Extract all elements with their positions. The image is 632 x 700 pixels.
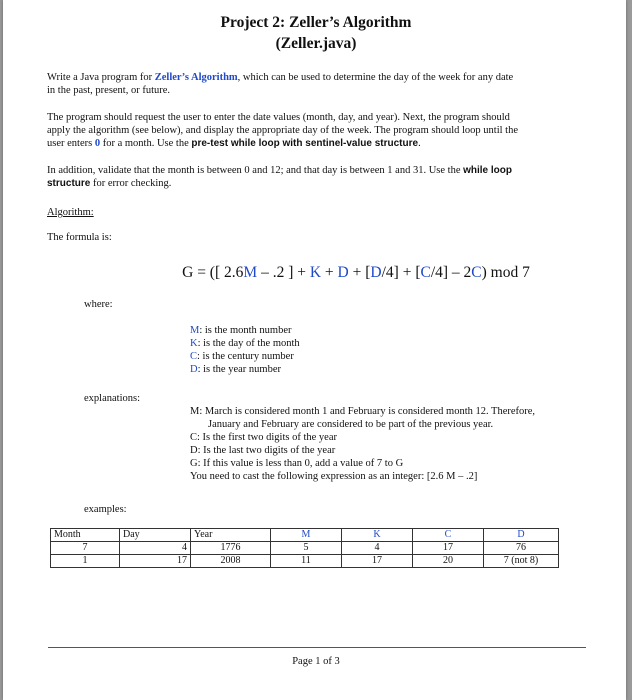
table-cell: 1776 <box>191 542 271 555</box>
page-title: Project 2: Zeller’s Algorithm <box>220 14 412 31</box>
table-cell: 5 <box>271 542 342 555</box>
definition-symbol: M <box>190 325 200 336</box>
requirements-paragraph <box>47 111 587 150</box>
table-row <box>51 555 559 568</box>
explanation-line: M: March is considered month 1 and February is considered month 12. Therefore, <box>190 406 536 417</box>
page-number: Page 1 of 3 <box>292 656 340 667</box>
table-cell: 2008 <box>191 555 271 568</box>
explanation-line: You need to cast the following expression as an integer: [2.6 M – .2] <box>190 471 478 482</box>
formula-part: – .2 ] + <box>257 264 310 281</box>
sentinel-zero: 0 <box>94 138 101 149</box>
requirements-line3b: for a month. Use the <box>100 138 192 149</box>
validation-text-a: In addition, validate that the month is between 0 and 12; and that day is between 1 and 31. Use the <box>47 165 464 176</box>
table-cell: 1 <box>51 555 120 568</box>
examples-label: examples: <box>84 504 127 515</box>
explanations-label: explanations: <box>84 393 140 404</box>
definition-text: : is the month number <box>199 325 292 336</box>
formula-m: M <box>243 264 258 281</box>
explanation-line: G: If this value is less than 0, add a value of 7 to G <box>190 458 404 469</box>
header-c: C <box>413 529 484 542</box>
table-header-row <box>51 529 559 542</box>
formula-part: ) mod 7 <box>481 264 530 281</box>
formula-c: C <box>420 264 431 281</box>
table-cell: 17 <box>120 555 191 568</box>
validation-text-d: for error checking. <box>90 178 172 189</box>
formula-d: D <box>337 264 349 281</box>
definition-text: : is the century number <box>197 351 294 362</box>
formula-d: D <box>370 264 382 281</box>
definition-symbol: C <box>190 351 198 362</box>
definition-c <box>190 350 300 363</box>
loop-structure-term: pre-test while loop with sentinel-value structure <box>191 138 419 149</box>
zeller-formula <box>0 264 632 282</box>
explanation-line: C: Is the first two digits of the year <box>190 432 337 443</box>
table-cell: 4 <box>120 542 191 555</box>
structure-term: structure <box>47 178 91 189</box>
requirements-line3a: user enters <box>47 138 95 149</box>
definition-text: : is the year number <box>197 364 281 375</box>
definition-k <box>190 337 300 350</box>
header-d: D <box>484 529 559 542</box>
explanation-line: January and February are considered to be part of the previous year. <box>208 419 494 430</box>
while-loop-term: while loop <box>463 165 512 176</box>
intro-text-a: Write a Java program for <box>47 72 155 83</box>
formula-part: /4] – 2 <box>430 264 472 281</box>
formula-part: + <box>321 264 338 281</box>
definition-symbol: D <box>190 364 198 375</box>
table-cell: 7 <box>51 542 120 555</box>
formula-c: C <box>471 264 482 281</box>
explanation-line: D: Is the last two digits of the year <box>190 445 336 456</box>
definitions-list <box>190 324 300 376</box>
header-m: M <box>271 529 342 542</box>
document-page <box>3 0 626 700</box>
table-row <box>51 542 559 555</box>
table-cell: 11 <box>271 555 342 568</box>
table-cell: 76 <box>484 542 559 555</box>
definition-symbol: K <box>190 338 198 349</box>
table-cell: 7 (not 8) <box>484 555 559 568</box>
header-k: K <box>342 529 413 542</box>
where-label: where: <box>84 299 113 310</box>
definition-d <box>190 363 300 376</box>
examples-table <box>50 528 559 568</box>
definition-text: : is the day of the month <box>197 338 300 349</box>
algorithm-heading: Algorithm: <box>47 207 94 218</box>
formula-intro: The formula is: <box>47 232 112 243</box>
intro-paragraph <box>47 71 587 97</box>
table-cell: 20 <box>413 555 484 568</box>
requirements-line2: apply the algorithm (see below), and display the appropriate day of the week. The program should loop until the <box>47 125 519 136</box>
validation-paragraph <box>47 164 587 190</box>
intro-text-c: , which can be used to determine the day of the week for any date <box>237 72 514 83</box>
requirements-line1: The program should request the user to enter the date values (month, day, and year). Next, the program should <box>47 112 510 123</box>
requirements-line3d: . <box>418 138 421 149</box>
table-cell: 4 <box>342 542 413 555</box>
formula-k: K <box>309 264 322 281</box>
page-subtitle: (Zeller.java) <box>275 35 357 52</box>
formula-part: + [ <box>348 264 371 281</box>
table-cell: 17 <box>342 555 413 568</box>
footer-divider <box>48 647 586 648</box>
intro-text-line2: in the past, present, or future. <box>47 85 171 96</box>
formula-part: /4] + [ <box>381 264 421 281</box>
header-month: Month <box>51 529 120 542</box>
formula-part: G = ([ 2.6 <box>182 264 244 281</box>
header-year: Year <box>191 529 271 542</box>
table-cell: 17 <box>413 542 484 555</box>
header-day: Day <box>120 529 191 542</box>
definition-m <box>190 324 300 337</box>
zellers-algorithm-highlight: Zeller’s Algorithm <box>154 72 238 83</box>
explanations-list <box>190 405 590 483</box>
